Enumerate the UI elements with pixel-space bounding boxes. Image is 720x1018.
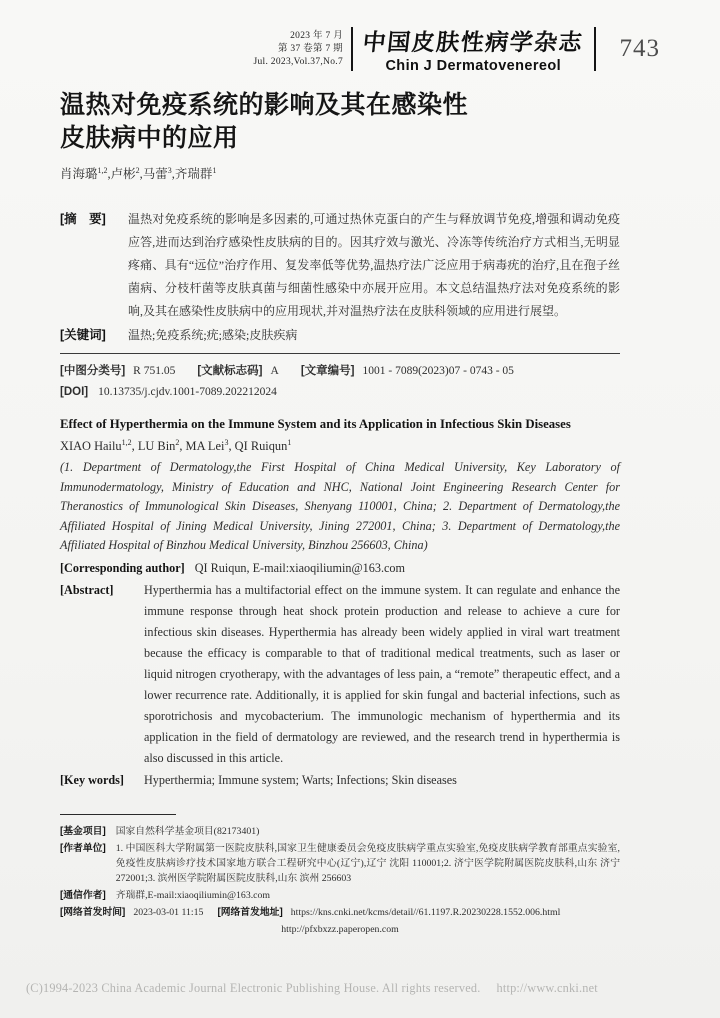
page-number: 743 [619,35,660,62]
issue-date-cn: 2023 年 7 月 [290,30,343,41]
keywords-section-chinese [60,324,620,347]
journal-header [60,24,660,74]
abstract-section-chinese [60,208,620,323]
clc-value: R 751.05 [133,365,176,377]
online-address-secondary: http://pfxbxzz.paperopen.com [281,924,399,935]
document-code-value: A [270,365,279,377]
corresponding-label: [通信作者] [60,890,106,901]
keywords-label-chinese: [关键词] [60,328,106,342]
author-units-label: [作者单位] [60,843,106,854]
author-superscript: 1,2 [121,437,132,447]
author-name: XIAO Hailu [60,439,122,453]
author-name: 马蕾 [142,167,168,181]
author-name: QI Ruiqun [234,439,288,453]
article-id-label: [文章编号] [300,365,355,377]
article-title-english: Effect of Hyperthermia on the Immune System and its Application in Infectious Skin Diseases [60,417,571,431]
corresponding-author-label: [Corresponding author] [60,560,185,575]
abstract-label-english: [Abstract] [60,582,114,597]
author-superscript: 1 [287,437,292,447]
keywords-text-chinese: 温热;免疫系统;疣;感染;皮肤疾病 [128,328,298,342]
author-separator: , [107,167,111,181]
online-publish-row [60,905,620,920]
classification-line [60,364,620,379]
copyright-line [26,981,598,996]
author-list-english [60,438,620,454]
fund-row [60,824,620,839]
author-separator: , [228,439,235,453]
footnote-divider [60,814,176,815]
author-name: 肖海璐 [60,167,98,181]
issue-volume-cn: 第 37 卷第 7 期 [277,43,343,54]
author-units-row [60,841,620,886]
author-superscript: 3 [224,437,229,447]
online-address-label: [网络首发地址] [217,907,283,918]
fund-label: [基金项目] [60,826,106,837]
author-name: MA Lei [185,439,225,453]
journal-title-chinese: 中国皮肤性病学杂志 [361,30,585,55]
page-content [60,24,660,789]
keywords-section-english [60,772,620,789]
abstract-section-english [60,580,620,769]
copyright-text: (C)1994-2023 China Academic Journal Electronic Publishing House. All rights reserved. [26,981,481,995]
author-name: 卢彬 [110,167,136,181]
author-name: LU Bin [137,439,176,453]
fund-text: 国家自然科学基金项目(82173401) [115,826,260,837]
author-superscript: 2 [175,437,180,447]
clc-label: [中图分类号] [60,365,126,377]
author-superscript: 2 [135,165,140,175]
article-title-chinese: 温热对免疫系统的影响及其在感染性皮肤病中的应用 [60,92,469,152]
author-list-chinese [60,164,620,182]
author-superscript: 1,2 [97,165,108,175]
issue-date-en: Jul. 2023,Vol.37,No.7 [253,56,343,67]
corresponding-text: 齐瑞群,E-mail:xiaoqiliumin@163.com [115,890,271,901]
corresponding-row [60,888,620,903]
author-separator: , [171,167,175,181]
document-code-label: [文献标志码] [197,365,263,377]
header-divider-right [594,27,596,71]
author-separator: , [131,439,138,453]
abstract-text-english: Hyperthermia has a multifactorial effect on the immune system. It can regulate and enhance the immune response through heat shock protein production and release to achieve a cure for infectious skin diseases. Hyperthermia has already been widely applied in viral wart treatment because the efficacy is comparable to that of traditional medical treatments, such as laser or liquid nitrogen cryotherapy, with the advantages of less pain, a “remote” therapeutic effect, and a lower recurrence rate. Additionally, it is applied for skin fungal and bacterial infections, such as sporotrichosis and mycobacterium. The immunologic mechanism of hyperthermia and its application in the field of dermatology are reviewed, and the research trend in hyperthermia is also discussed in this article. [144,582,620,765]
online-time-value: 2023-03-01 11:15 [133,907,204,918]
author-superscript: 3 [167,165,172,175]
abstract-label-chinese: [摘 要] [60,212,106,226]
author-superscript: 1 [212,165,217,175]
author-separator: , [139,167,143,181]
affiliation-english: (1. Department of Dermatology,the First Hospital of China Medical University, Key Laboratory of Immunodermatology, Ministry of Education and NHC, National Joint Engineering Research Center for Theranostics of Immunological Skin Diseases, Shenyang 110001, China; 2. Department of Dermatology,the Affiliated Hospital of Jining Medical University, Jining 272001, China; 3. Department of Dermatology,the Affiliated Hospital of Binzhou Medical University, Binzhou 256603, China) [60,460,620,552]
keywords-label-english: [Key words] [60,772,124,787]
online-address-value: https://kns.cnki.net/kcms/detail//61.1197.R.20230228.1552.006.html [290,907,561,918]
header-divider-left [351,27,353,71]
doi-label: [DOI] [60,386,89,398]
keywords-text-english: Hyperthermia; Immune system; Warts; Infections; Skin diseases [144,772,457,787]
online-time-label: [网络首发时间] [60,907,126,918]
doi-value: 10.13735/j.cjdv.1001-7089.202212024 [98,386,277,398]
journal-name-block [361,24,586,74]
corresponding-author-line [60,560,620,576]
journal-title-english: Chin J Dermatovenereol [385,58,562,74]
doi-line [60,385,620,400]
author-name: 齐瑞群 [174,167,213,181]
author-separator: , [179,439,186,453]
footnote-block [60,814,620,937]
article-id-value: 1001 - 7089(2023)07 - 0743 - 05 [362,365,514,377]
abstract-text-chinese: 温热对免疫系统的影响是多因素的,可通过热休克蛋白的产生与释放调节免疫,增强和调动免疫应答,进而达到治疗感染性皮肤病的目的。因其疗效与激光、冷冻等传统治疗方式相当,无明显疼痛、具有“远位”治疗作用、复发率低等优势,温热疗法广泛应用于病毒疣的治疗,且在孢子丝菌病、分枝杆菌等皮肤真菌与细菌性感染中亦展开应用。本文总结温热疗法对免疫系统的影响,及其在感染性皮肤病中的应用现状,并对温热疗法在皮肤科领域的应用进行展望。 [128,212,620,318]
author-units-text: 1. 中国医科大学附属第一医院皮肤科,国家卫生健康委员会免疫皮肤病学重点实验室,免疫皮肤病学教育部重点实验室,免疫性皮肤病诊疗技术国家地方联合工程研究中心(辽宁),辽宁 沈阳 110001;2. 济宁医学院附属医院皮肤科,山东 济宁 272001;3. 滨州医学院附属医院皮肤科,山东 滨州 256603 [115,843,620,884]
copyright-url: http://www.cnki.net [496,981,598,995]
section-divider [60,353,620,354]
corresponding-author-value: QI Ruiqun, E-mail:xiaoqiliumin@163.com [194,560,405,575]
issue-date-block [253,30,343,69]
